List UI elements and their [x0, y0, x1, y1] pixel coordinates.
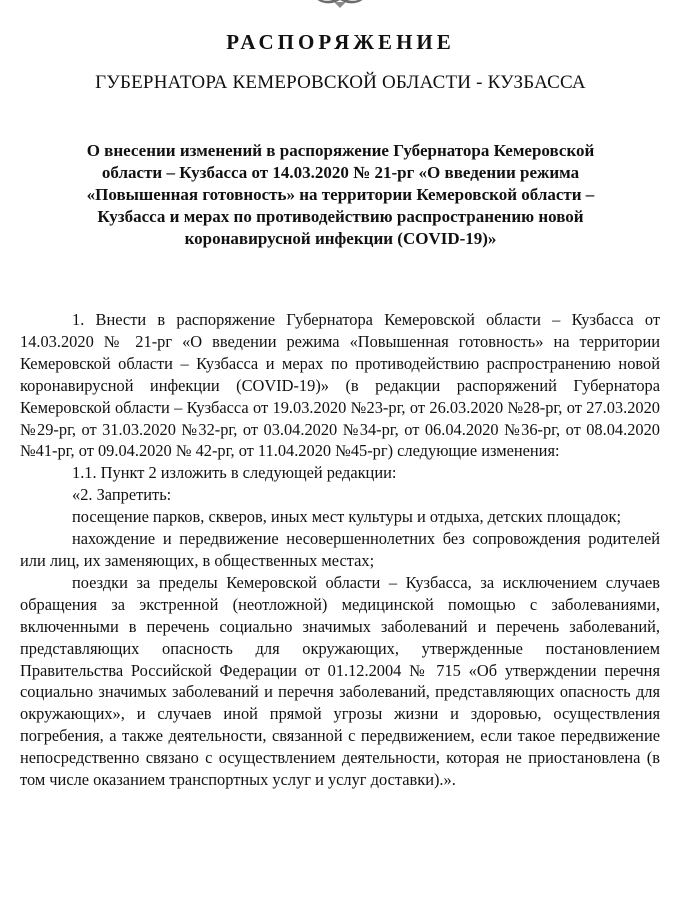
subject-line: Кузбасса и мерах по противодействию распространению новой	[97, 207, 584, 226]
paragraph-item-1-1: 1.1. Пункт 2 изложить в следующей редакции:	[72, 463, 397, 483]
subject-line: области – Кузбасса от 14.03.2020 № 21-рг «О введении режима	[101, 163, 580, 182]
paragraph-item-1: 1. Внести в распоряжение Губернатора Кемеровской области – Кузбасса от 14.03.2020 № 21-рг «О введении режима «Повышенная готовность» на территории Кемеровской области – Кузбасса и мерах по противодействию распространению новой коронавирусной инфекции (COVID-19)» (в редакции распоряжений Губернатора Кемеровской области – Кузбасса от 19.03.2020 №23-рг, от 26.03.2020 №28-рг, от 27.03.2020 №29-рг, от 31.03.2020 №32-рг, от 03.04.2020 №34-рг, от 06.04.2020 №36-рг, от 08.04.2020 №41-рг, от 09.04.2020 № 42-рг, от 11.04.2020 №45-рг) следующие изменения:	[20, 310, 660, 461]
coat-of-arms-icon	[308, 0, 372, 8]
document-body	[20, 309, 660, 791]
issuing-authority: ГУБЕРНАТОРА КЕМЕРОВСКОЙ ОБЛАСТИ - КУЗБАССА	[95, 72, 586, 93]
document-subject	[48, 140, 633, 250]
subject-line: коронавирусной инфекции (COVID-19)»	[184, 229, 497, 248]
paragraph-travel: поездки за пределы Кемеровской области – Кузбасса, за исключением случаев обращения за экстренной (неотложной) медицинской помощью с заболеваниями, включенными в перечень социально значимых заболеваний и перечень заболеваний, представляющих опасность для окружающих, утвержденные постановлением Правительства Российской Федерации от 01.12.2004 № 715 «Об утверждении перечня социально значимых заболеваний и перечня заболеваний, представляющих опасность для окружающих», и случаев иной прямой угрозы жизни и здоровью, осуществления погребения, а также деятельности, связанной с передвижением, если такое передвижение непосредственно связано с осуществлением деятельности, которая не приостановлена (в том числе оказанием транспортных услуг и услуг доставки).».	[20, 572, 660, 790]
paragraph-parks: посещение парков, скверов, иных мест культуры и отдыха, детских площадок;	[72, 507, 622, 527]
subject-line: «Повышенная готовность» на территории Кемеровской области –	[86, 185, 595, 204]
paragraph-item-2-intro: «2. Запретить:	[72, 485, 172, 505]
subject-line: О внесении изменений в распоряжение Губернатора Кемеровской	[86, 141, 595, 160]
paragraph-minors: нахождение и передвижение несовершеннолетних без сопровождения родителей или лиц, их заменяющих, в общественных местах;	[20, 529, 660, 570]
document-type-title: РАСПОРЯЖЕНИЕ	[226, 30, 455, 54]
